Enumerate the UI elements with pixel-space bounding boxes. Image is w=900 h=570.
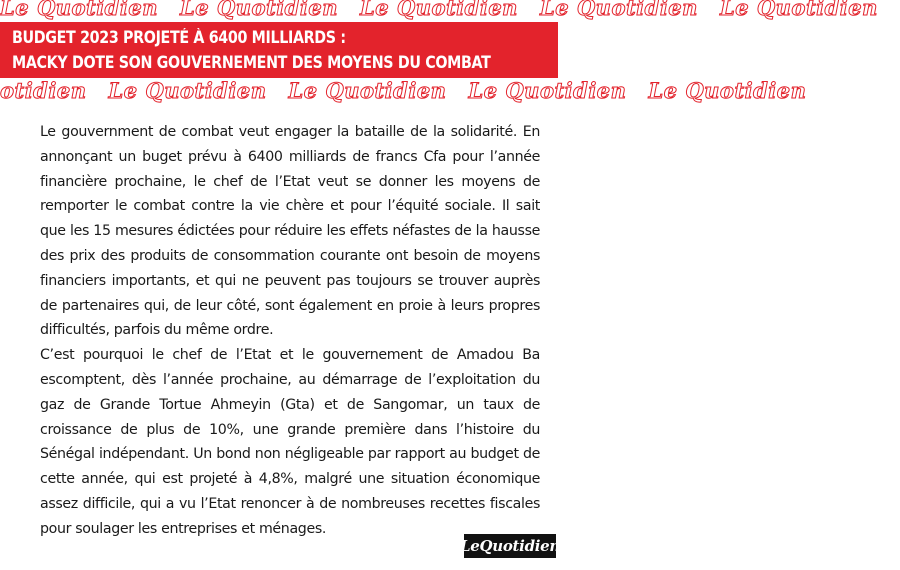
brand-pattern-text: Le Quotidien <box>0 0 158 20</box>
footer-logo-text: LeQuotidien <box>459 537 561 555</box>
brand-pattern-top <box>0 0 878 22</box>
brand-pattern-text: Le Quotidien <box>468 78 627 103</box>
brand-pattern-text: otidien <box>0 78 87 103</box>
brand-pattern-text: Le Quotidien <box>719 0 878 20</box>
article-paragraph-1: Le gouvernment de combat veut engager la bataille de la solidarité. En annonçant un buget prévu à 6400 milliards de francs Cfa pour l’année financière prochaine, le chef de l’Etat veut se donner les moyens de remporter le combat contre la vie chère et pour l’équité sociale. Il sait que les 15 mesures édictées pour réduire les effets néfastes de la hausse des prix des produits de consommation courante ont besoin de moyens financiers importants, et qui ne peuvent pas toujours se trouver auprès de partenaires qui, de leur côté, sont également en proie à leurs propres difficultés, parfois du même ordre. <box>40 124 540 339</box>
headline-line-1: BUDGET 2023 PROJETÉ À 6400 MILLIARDS : <box>12 28 346 47</box>
headline-banner <box>0 22 558 78</box>
article-paragraph-2: C’est pourquoi le chef de l’Etat et le gouvernement de Amadou Ba escomptent, dès l’année prochaine, au démarrage de l’exploitation du gaz de Grande Tortue Ahmeyin (Gta) et de Sangomar, un taux de croissance de plus de 10%, une grande première dans l’histoire du Sénégal indépendant. Un bond non négligeable par rapport au budget de cette année, qui est projeté à 4,8%, malgré une situation économique assez difficile, qui a vu l’Etat renoncer à de nombreuses recettes fiscales pour soulager les entreprises et ménages. <box>40 347 540 537</box>
brand-pattern-text: Le Quotidien <box>359 0 518 20</box>
brand-pattern-text: Le Quotidien <box>539 0 698 20</box>
brand-pattern-text: Le Quotidien <box>288 78 447 103</box>
article-body <box>40 120 540 542</box>
footer-logo <box>459 534 561 558</box>
brand-pattern-text: Le Quotidien <box>648 78 807 103</box>
headline-line-2: MACKY DOTE SON GOUVERNEMENT DES MOYENS DU COMBAT <box>12 53 491 72</box>
brand-pattern-text: Le Quotidien <box>179 0 338 20</box>
brand-pattern-bottom <box>0 78 807 104</box>
brand-pattern-text: Le Quotidien <box>108 78 267 103</box>
